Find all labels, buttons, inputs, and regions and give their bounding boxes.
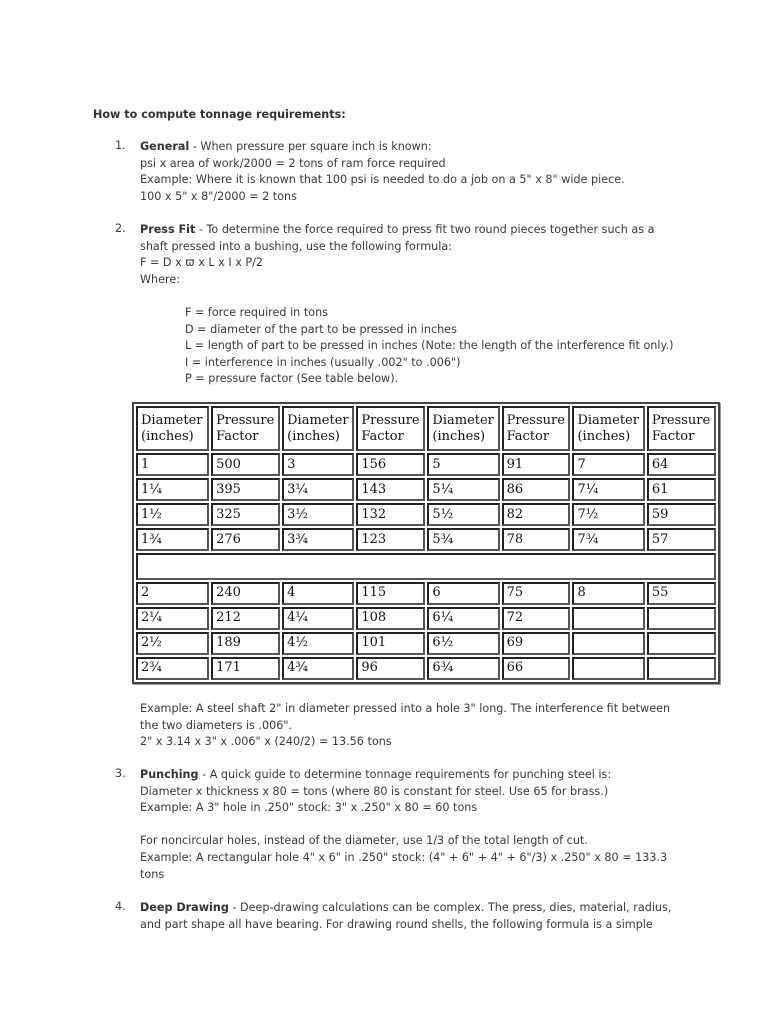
section-line: - To determine the force required to press fit two round pieces together such as a [195,223,655,236]
diameter-cell [572,632,644,655]
pressure-factor-cell: 101 [356,632,425,655]
pressure-factor-cell: 115 [356,582,425,605]
section-line: Where: [140,272,181,286]
table-separator-row [136,553,716,579]
table-row [136,453,716,476]
pressure-factor-cell: 123 [356,528,425,551]
pressure-factor-cell: 96 [356,657,425,680]
diameter-cell: 7½ [572,503,644,526]
example-line: the two diameters is .006". [140,718,293,732]
diameter-cell: 1¼ [136,478,209,501]
pressure-factor-cell: 82 [502,503,571,526]
header-cell: Diameter (inches) [572,406,644,451]
pressure-factor-cell [647,632,716,655]
section-line: 100 x 5" x 8"/2000 = 2 tons [140,189,297,203]
variable-definitions [185,305,673,388]
table-row [136,478,716,501]
example-line: Example: A steel shaft 2" in diameter pressed into a hole 3" long. The interference fit between [140,702,671,715]
variable-line: F = force required in tons [185,306,328,319]
diameter-cell: 5¾ [427,528,499,551]
pressure-factor-cell: 86 [502,478,571,501]
header-cell: Pressure Factor [356,406,425,451]
pressure-factor-cell: 212 [211,607,280,630]
section-title: Deep Drawing [140,901,229,914]
table-row [136,528,716,551]
diameter-cell: 3½ [282,503,354,526]
section-title: Press Fit [140,223,196,236]
section-line: Example: A rectangular hole 4" x 6" in .250" stock: (4" + 6" + 4" + 6"/3) x .250" x 80 = 133.3 [140,850,668,864]
section-line: Example: A 3" hole in .250" stock: 3" x .250" x 80 = 60 tons [140,801,478,815]
header-cell: Pressure Factor [211,406,280,451]
pressure-factor-cell: 57 [647,528,716,551]
pressure-factor-cell: 108 [356,607,425,630]
pressure-factor-cell: 276 [211,528,280,551]
table-row [136,607,716,630]
pressure-factor-cell [647,607,716,630]
diameter-cell: 4¾ [282,657,354,680]
header-cell: Pressure Factor [502,406,571,451]
pressure-factor-cell: 171 [211,657,280,680]
header-cell: Diameter (inches) [282,406,354,451]
header-cell: Diameter (inches) [136,406,209,451]
section-line: - A quick guide to determine tonnage requirements for punching steel is: [198,768,612,781]
variable-line: I = interference in inches (usually .002" to .006") [185,355,461,369]
diameter-cell: 7¼ [572,478,644,501]
pressure-factor-cell: 75 [502,582,571,605]
section-line: psi x area of work/2000 = 2 tons of ram force required [140,156,446,170]
section-number: 1. [115,139,126,152]
pressure-factor-cell: 240 [211,582,280,605]
table-header-row [136,406,716,451]
diameter-cell: 5½ [427,503,499,526]
pressure-factor-cell: 395 [211,478,280,501]
diameter-cell: 2¼ [136,607,209,630]
section-title: General [140,140,190,153]
pressure-factor-cell: 66 [502,657,571,680]
page-heading: How to compute tonnage requirements: [93,108,346,121]
section-line: tons [140,867,165,881]
header-cell: Diameter (inches) [427,406,499,451]
diameter-cell: 6¼ [427,607,499,630]
diameter-cell [572,607,644,630]
pressure-factor-cell: 500 [211,453,280,476]
pressure-factor-cell: 59 [647,503,716,526]
section-line [140,817,667,834]
section-line: Example: Where it is known that 100 psi is needed to do a job on a 5" x 8" wide piece. [140,173,625,187]
diameter-cell: 1½ [136,503,209,526]
pressure-factor-cell: 72 [502,607,571,630]
diameter-cell: 2½ [136,632,209,655]
table-row [136,657,716,680]
section-line: Diameter x thickness x 80 = tons (where 80 is constant for steel. Use 65 for brass.) [140,784,609,798]
formula: F = D x ϖ x L x I x P/2 [140,256,264,270]
diameter-cell: 6½ [427,632,499,655]
section-number: 2. [115,222,126,235]
section-number: 3. [115,767,126,780]
diameter-cell: 3 [282,453,354,476]
diameter-cell: 5¼ [427,478,499,501]
table-body-top [136,453,716,551]
pressure-factor-cell: 55 [647,582,716,605]
variable-line: P = pressure factor (See table below). [185,372,399,386]
diameter-cell: 1¾ [136,528,209,551]
pressure-factor-cell: 61 [647,478,716,501]
section-line: - When pressure per square inch is known: [189,140,432,153]
diameter-cell: 5 [427,453,499,476]
diameter-cell: 4 [282,582,354,605]
diameter-cell: 2¾ [136,657,209,680]
diameter-cell: 6¾ [427,657,499,680]
diameter-cell: 7 [572,453,644,476]
table-row [136,503,716,526]
section-line: For noncircular holes, instead of the diameter, use 1/3 of the total length of cut. [140,834,588,848]
header-cell: Pressure Factor [647,406,716,451]
pressure-factor-table [132,402,720,684]
table-row [136,632,716,655]
pressure-factor-cell: 156 [356,453,425,476]
pressure-factor-cell: 132 [356,503,425,526]
diameter-cell: 3¾ [282,528,354,551]
diameter-cell: 2 [136,582,209,605]
diameter-cell [572,657,644,680]
table-body-bottom [136,582,716,680]
diameter-cell: 1 [136,453,209,476]
diameter-cell: 7¾ [572,528,644,551]
pressure-factor-cell: 64 [647,453,716,476]
diameter-cell: 6 [427,582,499,605]
pressure-factor-cell: 91 [502,453,571,476]
variable-line: D = diameter of the part to be pressed in inches [185,322,457,336]
section-line: - Deep-drawing calculations can be complex. The press, dies, material, radius, [228,901,672,914]
diameter-cell: 3¼ [282,478,354,501]
diameter-cell: 4½ [282,632,354,655]
pressure-factor-cell: 325 [211,503,280,526]
table-row [136,582,716,605]
pressure-factor-cell: 189 [211,632,280,655]
section-line: shaft pressed into a bushing, use the following formula: [140,239,452,253]
diameter-cell: 8 [572,582,644,605]
pressure-factor-cell: 69 [502,632,571,655]
pressure-factor-cell: 78 [502,528,571,551]
section-line: and part shape all have bearing. For drawing round shells, the following formula is a simple [140,917,653,931]
pressure-factor-cell [647,657,716,680]
diameter-cell: 4¼ [282,607,354,630]
example-line: 2" x 3.14 x 3" x .006" x (240/2) = 13.56 tons [140,735,392,749]
section-number: 4. [115,900,126,913]
section-title: Punching [140,768,199,781]
pressure-factor-cell: 143 [356,478,425,501]
variable-line: L = length of part to be pressed in inches (Note: the length of the interference fit only.) [185,339,674,353]
